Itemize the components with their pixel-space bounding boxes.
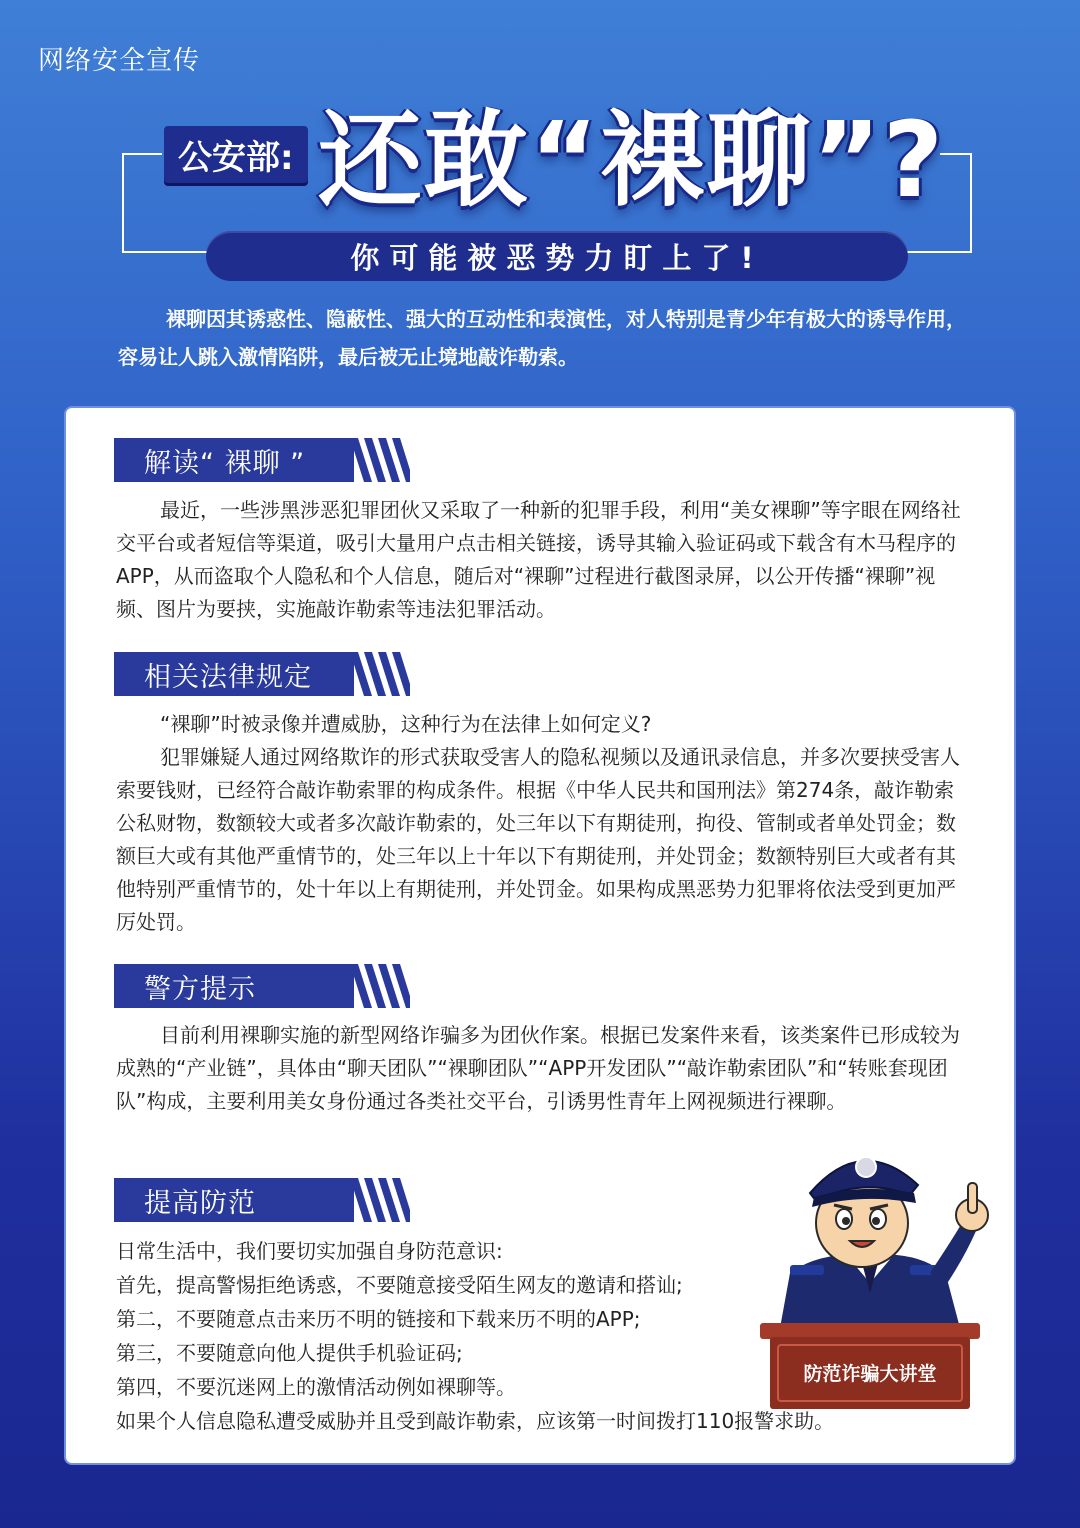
list-item: 如果个人信息隐私遭受威胁并且受到敲诈勒索，应该第一时间拨打110报警求助。 [116,1409,835,1433]
title-frame-left [122,153,124,251]
stripes-icon [350,652,410,696]
police-officer-illustration [750,1123,990,1413]
officer-icon [750,1123,990,1413]
title-prefix: 公安部: [164,126,308,183]
page-title: 还敢“裸聊”? [318,99,946,221]
section-header-prevention [114,1178,414,1222]
paragraph: “裸聊”时被录像并遭威胁，这种行为在法律上如何定义? [160,712,652,736]
content-card [66,408,1014,1463]
stripes-icon [350,1178,410,1222]
paragraph: 目前利用裸聊实施的新型网络诈骗多为团伙作案。根据已发案件来看，该类案件已形成较为成熟的“产业链”，具体由“聊天团队”“裸聊团队”“APP开发团队”“敲诈勒索团队”和“转账套现团队”构成，主要利用美女身份通过各类社交平台，引诱男性青年上网视频进行裸聊。 [116,1023,960,1113]
section-title: 相关法律规定 [114,652,354,696]
title-frame-bottom-right [906,251,972,253]
section-title: 提高防范 [114,1178,354,1222]
stripes-icon [350,438,410,482]
section-header-interpretation [114,438,414,482]
title-frame-bottom-left [122,251,208,253]
paragraph: 最近，一些涉黑涉恶犯罪团伙又采取了一种新的犯罪手段，利用“美女裸聊”等字眼在网络社交平台或者短信等渠道，吸引大量用户点击相关链接，诱导其输入验证码或下载含有木马程序的APP，从而盗取个人隐私和个人信息，随后对“裸聊”过程进行截图录屏，以公开传播“裸聊”视频、图片为要挟，实施敲诈勒索等违法犯罪活动。 [116,498,961,621]
podium-label: 防范诈骗大讲堂 [803,1363,937,1385]
intro-text: 裸聊因其诱惑性、隐蔽性、强大的互动性和表演性，对人特别是青少年有极大的诱导作用，容易让人跳入激情陷阱，最后被无止境地敲诈勒索。 [118,307,966,369]
section-header-law [114,652,414,696]
list-item: 首先，提高警惕拒绝诱惑，不要随意接受陌生网友的邀请和搭讪; [116,1273,683,1297]
section-body [116,1019,968,1118]
section-title: 解读“ 裸聊 ” [114,438,354,482]
list-item: 第三，不要随意向他人提供手机验证码; [116,1341,463,1365]
subtitle-pill: 你可能被恶势力盯上了! [206,231,908,281]
section-body [116,494,968,626]
list-item: 第二，不要随意点击来历不明的链接和下载来历不明的APP; [116,1307,641,1331]
title-block [150,82,980,222]
section-body [116,708,968,939]
section-title: 警方提示 [114,964,354,1008]
paragraph: 犯罪嫌疑人通过网络欺诈的形式获取受害人的隐私视频以及通讯录信息，并多次要挟受害人索要钱财，已经符合敲诈勒索罪的构成条件。根据《中华人民共和国刑法》第274条，敲诈勒索公私财物，数额较大或者多次敲诈勒索的，处三年以下有期徒刑，拘役、管制或者单处罚金；数额巨大或有其他严重情节的，处三年以上十年以下有期徒刑，并处罚金；数额特别巨大或者有其他特别严重情节的，处十年以上有期徒刑，并处罚金。如果构成黑恶势力犯罪将依法受到更加严厉处罚。 [116,745,960,934]
stripes-icon [350,964,410,1008]
list-item: 第四，不要沉迷网上的激情活动例如裸聊等。 [116,1375,516,1399]
section-header-police-tips [114,964,414,1008]
list-item: 日常生活中，我们要切实加强自身防范意识: [116,1239,503,1263]
top-label: 网络安全宣传 [38,46,201,76]
